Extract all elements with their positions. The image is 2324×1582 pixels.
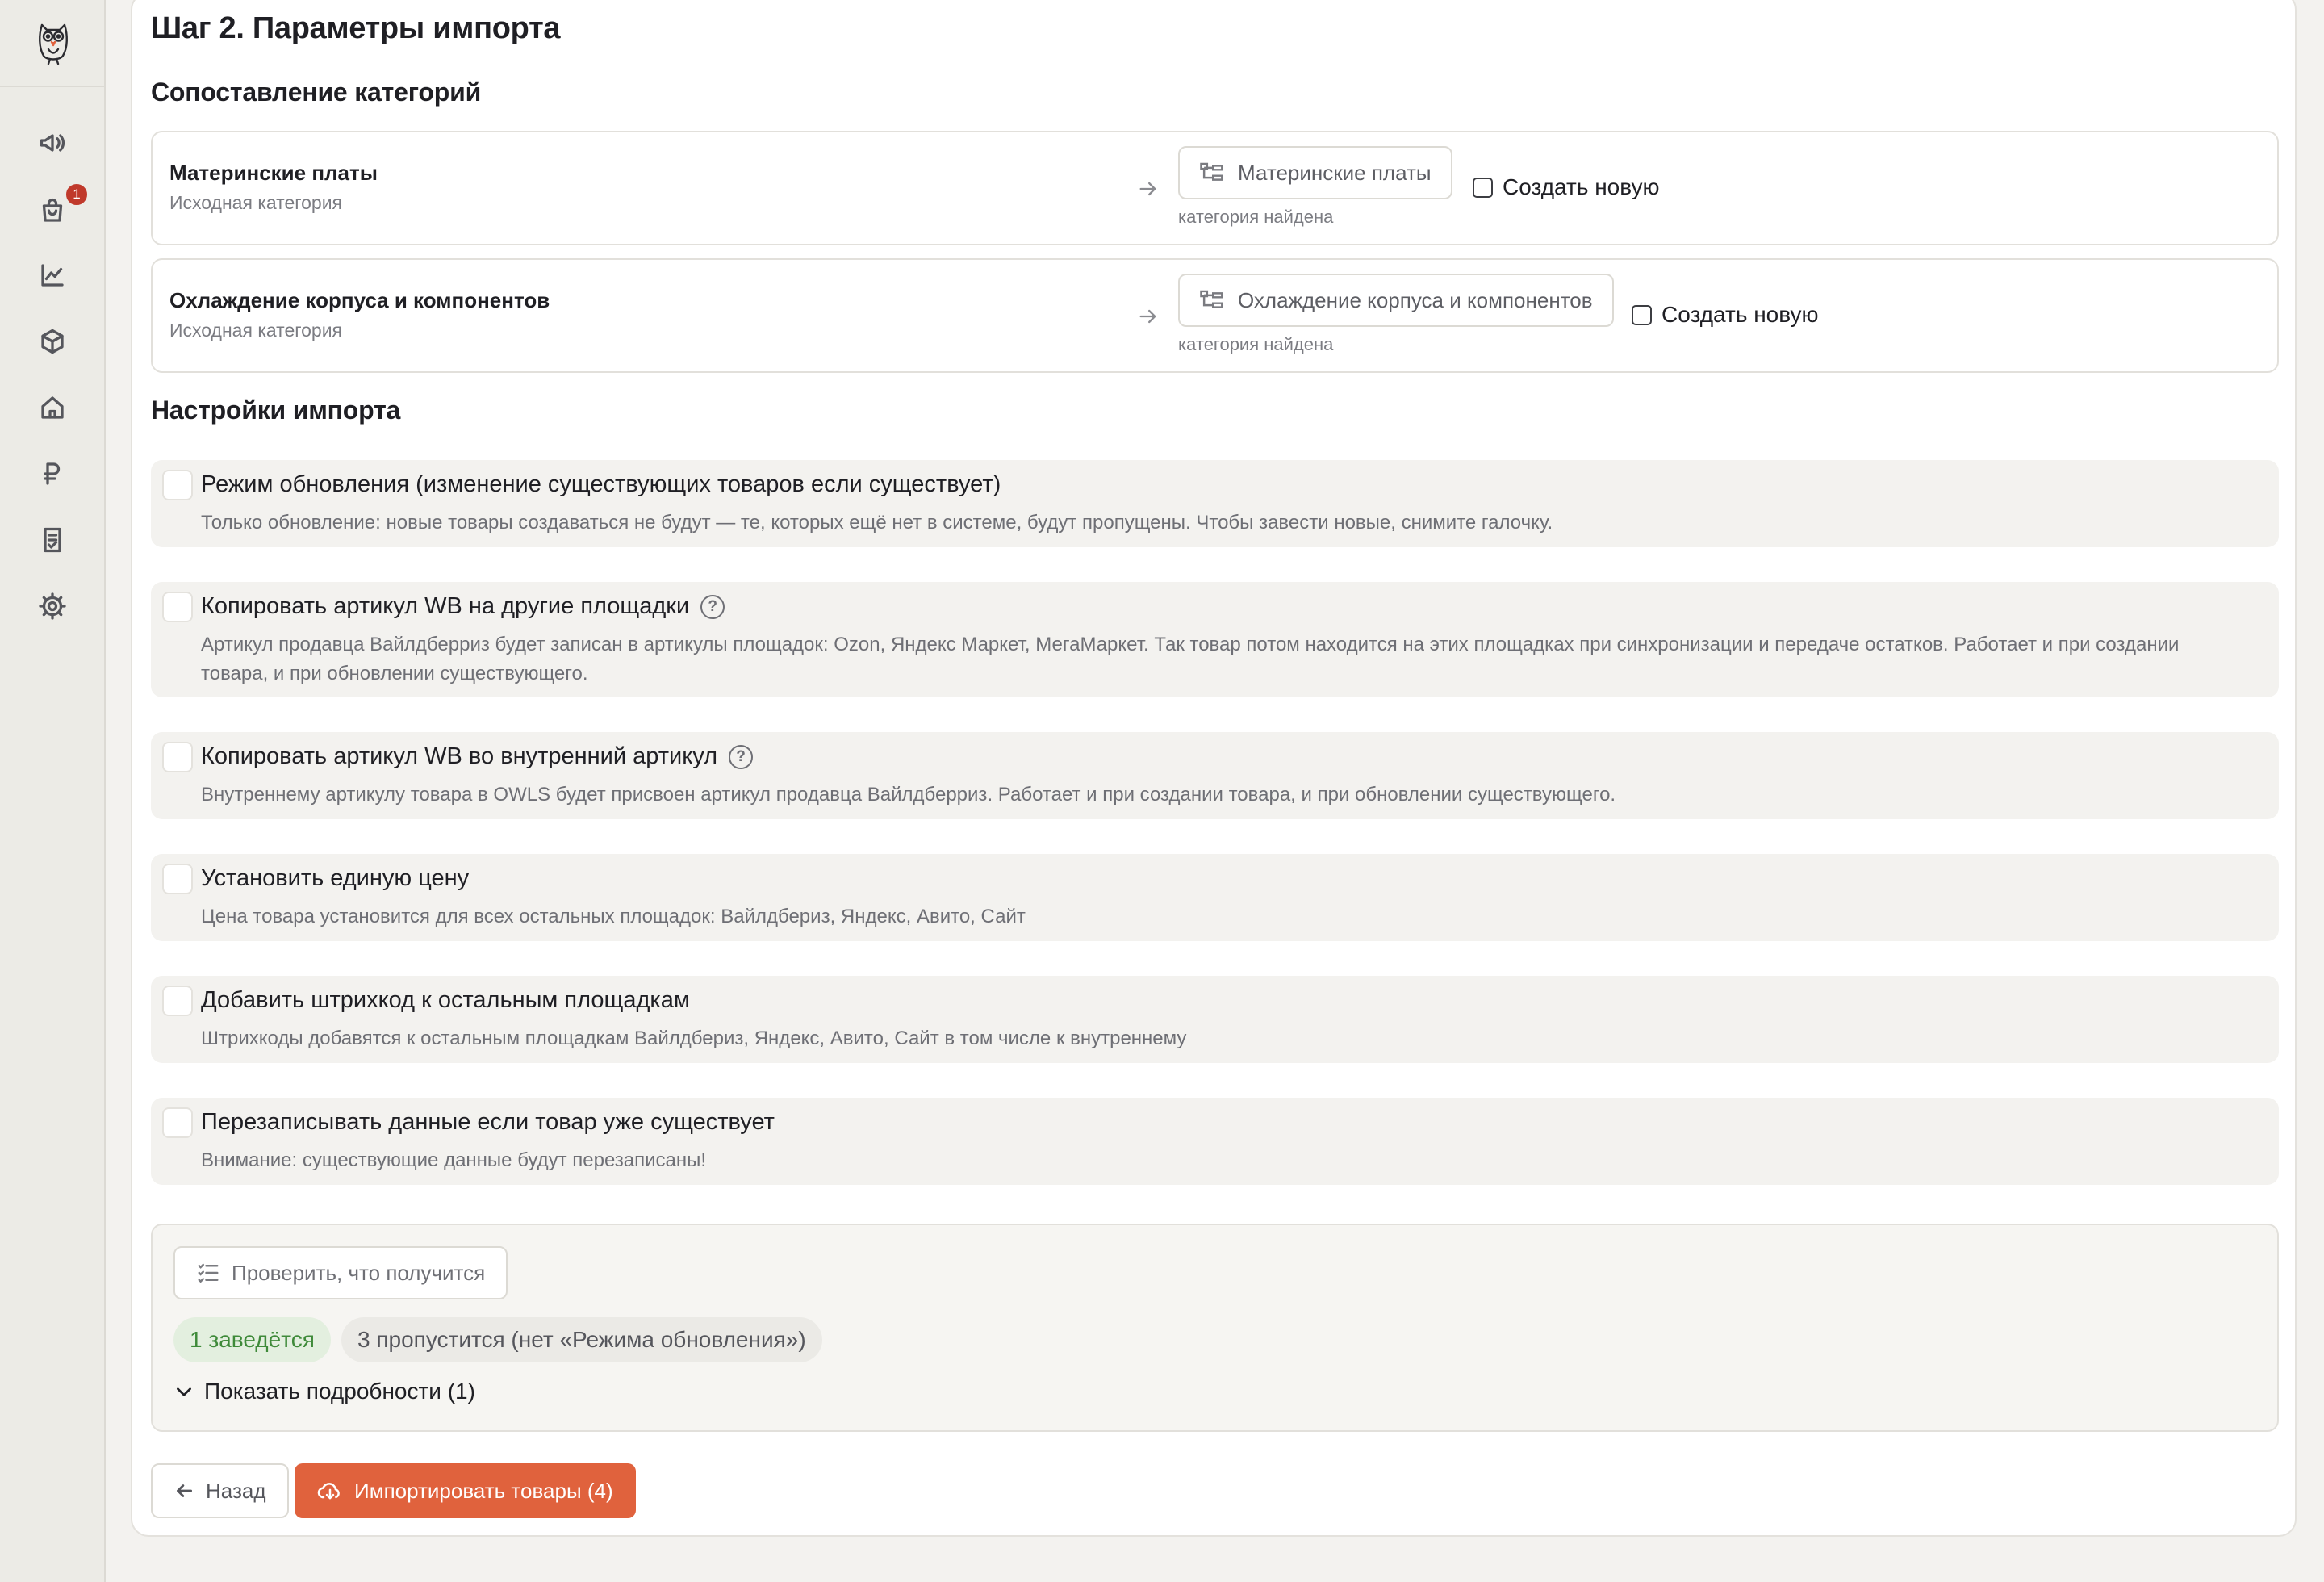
nav-orders[interactable] <box>29 186 81 236</box>
category-mapping-row <box>151 258 2279 373</box>
import-button-label: Импортировать товары (4) <box>354 1478 613 1503</box>
nav-products[interactable] <box>29 320 76 366</box>
cloud-download-icon <box>317 1479 343 1503</box>
checkbox-box[interactable] <box>1473 178 1493 198</box>
help-icon[interactable]: ? <box>729 745 753 769</box>
target-category-select[interactable] <box>1178 274 1614 327</box>
owl-logo-icon[interactable] <box>0 0 106 87</box>
create-new-label: Создать новую <box>1503 174 1660 199</box>
option-description: Внимание: существующие данные будут перезаписаны! <box>201 1149 707 1171</box>
create-new-checkbox[interactable] <box>1473 174 1659 200</box>
category-tree-icon <box>1199 161 1225 185</box>
option-checkbox[interactable] <box>162 470 193 500</box>
option-description: Цена товара установится для всех остальных площадок: Вайлдбериз, Яндекс, Авито, Сайт <box>201 906 1026 927</box>
megaphone-icon <box>38 128 67 161</box>
import-products-button[interactable] <box>295 1463 636 1518</box>
will-create-badge: 1 заведётся <box>173 1317 331 1362</box>
checkbox-box[interactable] <box>1632 305 1652 325</box>
option-copy-wb-article <box>151 582 2279 697</box>
option-overwrite-data <box>151 1098 2279 1185</box>
option-title <box>201 865 469 892</box>
option-title <box>201 471 1001 498</box>
source-category-label: Исходная категория <box>169 192 343 213</box>
home-icon <box>38 393 67 426</box>
option-add-barcode <box>151 976 2279 1063</box>
show-details-toggle[interactable] <box>173 1379 475 1404</box>
nav-settings[interactable] <box>29 584 76 631</box>
nav-warehouse[interactable] <box>29 386 76 433</box>
option-checkbox[interactable] <box>162 986 193 1016</box>
arrow-right-icon <box>1137 305 1160 328</box>
help-icon[interactable]: ? <box>700 595 725 619</box>
option-title <box>201 1109 775 1136</box>
import-preview-panel <box>151 1224 2279 1432</box>
sidebar <box>0 0 106 1582</box>
option-single-price <box>151 854 2279 941</box>
category-status: категория найдена <box>1178 207 1334 227</box>
option-title-text: Копировать артикул WB во внутренний артикул <box>201 743 718 769</box>
will-skip-badge: 3 пропустится (нет «Режима обновления») <box>341 1317 822 1362</box>
option-title <box>201 743 753 770</box>
category-mapping-row <box>151 131 2279 245</box>
option-title <box>201 593 725 620</box>
option-description: Только обновление: новые товары создаваться не будут — те, которых ещё нет в системе, будут пропущены. Чтобы завести новые, снимите галочку. <box>201 512 1553 534</box>
checklist-icon <box>196 1261 220 1285</box>
create-new-label: Создать новую <box>1661 302 1819 327</box>
document-check-icon <box>38 525 67 559</box>
chevron-down-icon <box>173 1381 194 1402</box>
back-button[interactable] <box>151 1463 289 1518</box>
shopping-bag-icon <box>38 196 67 229</box>
option-checkbox[interactable] <box>162 592 193 622</box>
arrow-right-icon <box>1137 178 1160 200</box>
nav-finance[interactable] <box>29 452 76 499</box>
settings-section-title: Настройки импорта <box>151 396 401 425</box>
box-icon <box>38 327 67 360</box>
source-category-label: Исходная категория <box>169 320 343 341</box>
arrow-left-icon <box>173 1480 194 1501</box>
orders-badge: 1 <box>65 182 89 207</box>
option-title-text: Добавить штрихкод к остальным площадкам <box>201 987 690 1013</box>
option-title-text: Копировать артикул WB на другие площадки <box>201 593 690 619</box>
option-description: Артикул продавца Вайлдберриз будет записан в артикулы площадок: Ozon, Яндекс Маркет, МегаМаркет. Так товар потом находится на этих площадках при синхронизации и передаче остатков. Работает и при создании товара, и при обновлении существующего. <box>201 634 2180 684</box>
option-checkbox[interactable] <box>162 864 193 894</box>
option-copy-internal-article <box>151 732 2279 819</box>
option-description: Внутреннему артикулу товара в OWLS будет присвоен артикул продавца Вайлдберриз. Работает и при создании товара, и при обновлении существующего. <box>201 784 1616 806</box>
option-title-text: Установить единую цену <box>201 865 470 891</box>
nav-marketing[interactable] <box>29 121 76 168</box>
source-category-name: Охлаждение корпуса и компонентов <box>169 288 550 312</box>
option-checkbox[interactable] <box>162 742 193 772</box>
option-update-mode <box>151 460 2279 547</box>
back-button-label: Назад <box>206 1478 266 1503</box>
category-tree-icon <box>1199 288 1225 312</box>
nav-analytics[interactable] <box>29 253 76 300</box>
category-status: категория найдена <box>1178 334 1334 354</box>
mapping-section-title: Сопоставление категорий <box>151 77 482 107</box>
check-result-button[interactable] <box>173 1246 508 1300</box>
option-title <box>201 987 690 1014</box>
page-title: Шаг 2. Параметры импорта <box>151 11 561 45</box>
ruble-icon <box>38 459 67 492</box>
target-category-name: Охлаждение корпуса и компонентов <box>1238 287 1593 312</box>
gear-icon <box>38 592 67 625</box>
option-checkbox[interactable] <box>162 1107 193 1138</box>
target-category-select[interactable] <box>1178 146 1452 199</box>
show-details-label: Показать подробности (1) <box>204 1379 475 1404</box>
check-result-label: Проверить, что получится <box>232 1260 486 1285</box>
option-title-text: Перезаписывать данные если товар уже существует <box>201 1109 775 1135</box>
source-category-name: Материнские платы <box>169 161 378 185</box>
option-description: Штрихкоды добавятся к остальным площадкам Вайлдбериз, Яндекс, Авито, Сайт в том числе к внутреннему <box>201 1027 1187 1049</box>
nav-documents[interactable] <box>29 518 76 565</box>
chart-line-icon <box>38 261 67 294</box>
option-title-text: Режим обновления (изменение существующих товаров если существует) <box>201 471 1001 497</box>
target-category-name: Материнские платы <box>1238 160 1432 185</box>
create-new-checkbox[interactable] <box>1632 302 1818 328</box>
